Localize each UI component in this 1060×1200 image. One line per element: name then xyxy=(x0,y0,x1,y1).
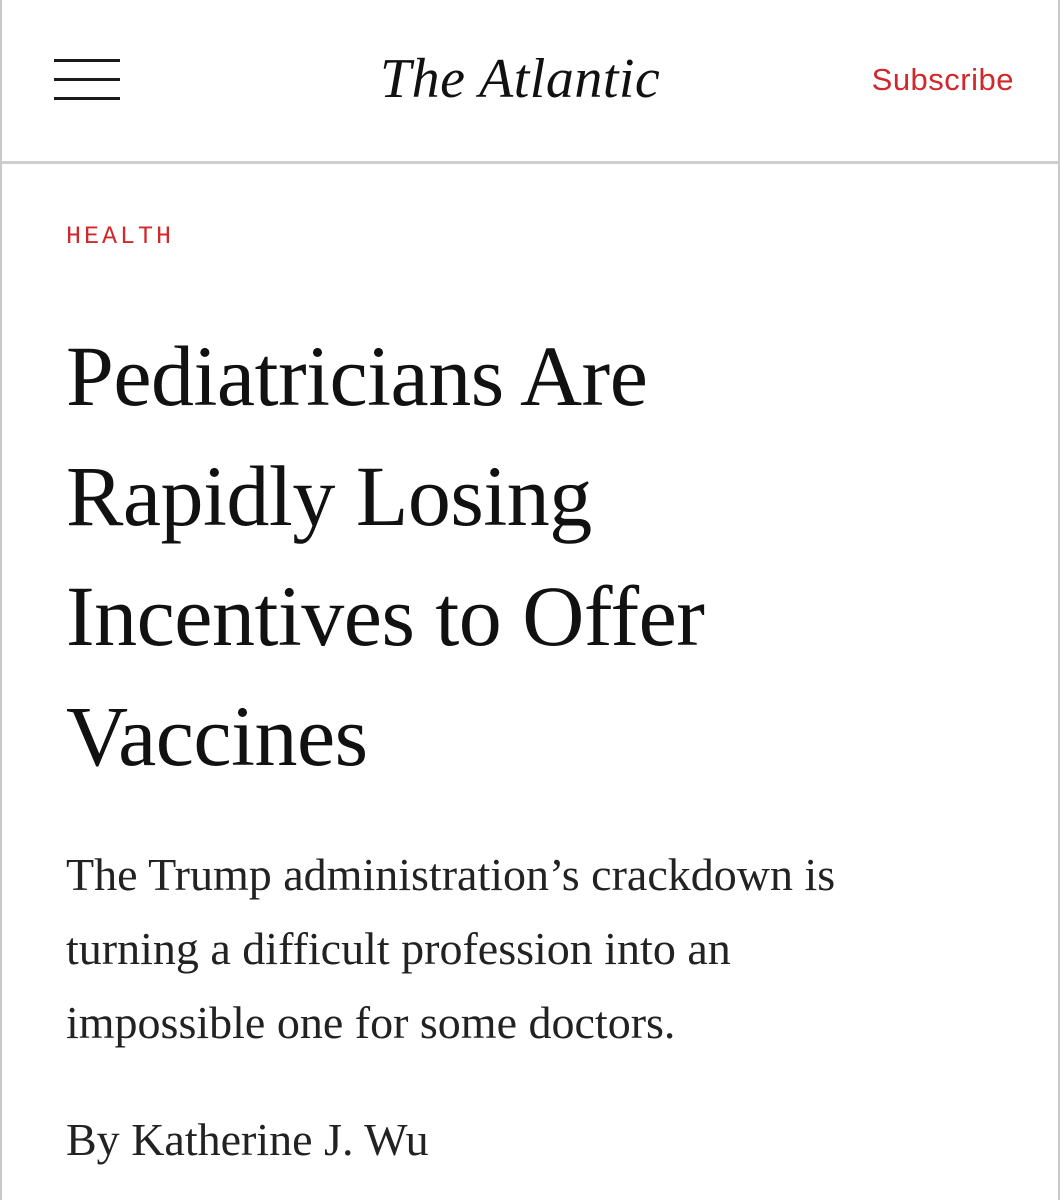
dek-line: The Trump administration’s crackdown is xyxy=(66,849,836,900)
dek-line: impossible one for some doctors. xyxy=(66,997,676,1048)
headline-line: Pediatricians Are xyxy=(66,328,648,424)
byline-prefix: By xyxy=(66,1114,120,1165)
hamburger-menu-icon[interactable] xyxy=(54,57,120,103)
headline-line: Rapidly Losing xyxy=(66,448,592,544)
article-dek xyxy=(66,838,966,1060)
dek-line: turning a difficult profession into an xyxy=(66,923,731,974)
article-headline xyxy=(66,316,966,796)
site-logo[interactable]: The Atlantic xyxy=(380,48,661,110)
byline xyxy=(66,1108,429,1172)
menu-line xyxy=(54,78,120,81)
headline-line: Incentives to Offer xyxy=(66,568,705,664)
section-label[interactable]: HEALTH xyxy=(66,222,175,251)
menu-line xyxy=(54,97,120,100)
headline-line: Vaccines xyxy=(66,688,368,784)
subscribe-link[interactable]: Subscribe xyxy=(871,62,1014,97)
menu-line xyxy=(54,59,120,62)
site-header xyxy=(2,0,1058,164)
author-link[interactable]: Katherine J. Wu xyxy=(131,1114,429,1165)
